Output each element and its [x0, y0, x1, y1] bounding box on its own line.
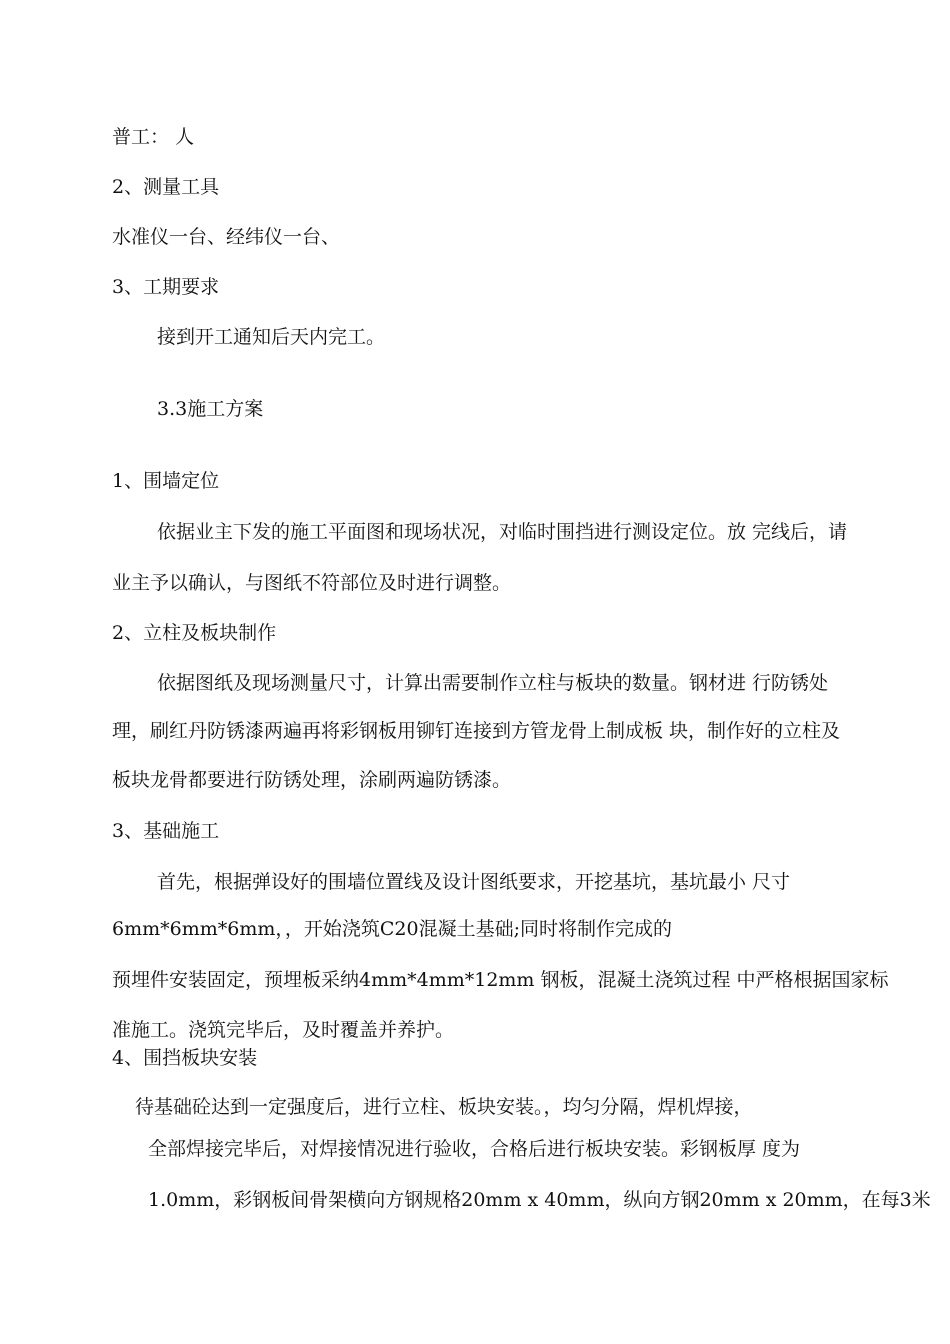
section-title-construction-plan: 3.3施工方案: [157, 398, 264, 420]
paragraph-line: 理，刷红丹防锈漆两遍再将彩钢板用铆钉连接到方管龙骨上制成板 块，制作好的立柱及: [112, 720, 841, 742]
paragraph-line: 依据业主下发的施工平面图和现场状况，对临时围挡进行测设定位。放 完线后，请: [157, 521, 848, 543]
heading-schedule: 3、工期要求: [112, 276, 220, 298]
paragraph-line: 准施工。浇筑完毕后，及时覆盖并养护。: [112, 1019, 455, 1041]
paragraph-line: 全部焊接完毕后，对焊接情况进行验收，合格后进行板块安装。彩钢板厚 度为: [148, 1138, 801, 1160]
text-line-instruments: 水准仪一台、经纬仪一台、: [112, 226, 341, 248]
heading-panel-installation: 4、围挡板块安装: [112, 1047, 258, 1069]
paragraph-line: 首先，根据弹设好的围墙位置线及设计图纸要求，开挖基坑，基坑最小 尺寸: [157, 871, 791, 893]
paragraph-line: 依据图纸及现场测量尺寸，计算出需要制作立柱与板块的数量。钢材进 行防锈处: [157, 672, 829, 694]
heading-foundation: 3、基础施工: [112, 820, 220, 842]
text-line-workers: 普工： 人: [112, 126, 195, 148]
heading-column-panel-fabrication: 2、立柱及板块制作: [112, 622, 277, 644]
paragraph-line: 1.0mm，彩钢板间骨架横向方钢规格20mm x 40mm，纵向方钢20mm x 20mm，在每3米: [148, 1189, 931, 1211]
text-line-schedule: 接到开工通知后天内完工。: [157, 326, 386, 348]
paragraph-line: 6mm*6mm*6mm，，开始浇筑C20混凝土基础;同时将制作完成的: [112, 918, 672, 940]
paragraph-line: 业主予以确认，与图纸不符部位及时进行调整。: [112, 572, 512, 594]
paragraph-line: 板块龙骨都要进行防锈处理，涂刷两遍防锈漆。: [112, 769, 512, 791]
paragraph-line: 预埋件安装固定，预埋板采纳4mm*4mm*12mm 钢板，混凝土浇筑过程 中严格根据国家标: [112, 969, 889, 991]
paragraph-line: 待基础砼达到一定强度后，进行立柱、板块安装。，均匀分隔，焊机焊接，: [135, 1096, 753, 1118]
heading-measuring-tools: 2、测量工具: [112, 176, 220, 198]
heading-wall-positioning: 1、围墙定位: [112, 470, 220, 492]
